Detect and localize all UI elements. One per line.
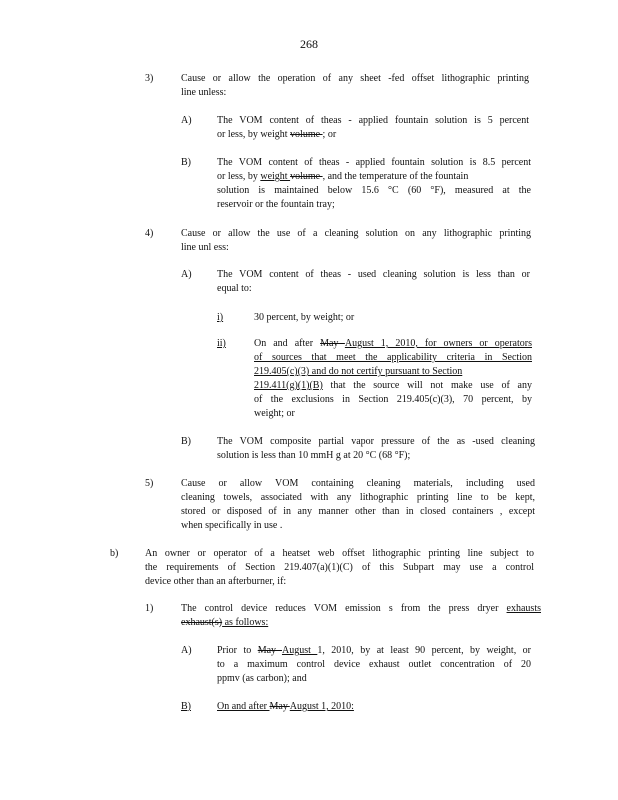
item-b1-line-1 [181, 602, 541, 616]
item-4A-line-2: equal to: [217, 283, 252, 294]
item-3A-line-2 [217, 128, 529, 142]
item-5-line-2: cleaning towels, associated with any lithographic printing line to be kept, [181, 492, 535, 503]
item-5-line-1: Cause or allow VOM containing cleaning materials, including used [181, 478, 535, 489]
deleted-text-may: May [320, 338, 345, 349]
item-4Aii-line-5: of the exclusions in Section 219.405(c)(3), 70 percent, by [254, 394, 532, 405]
inserted-text-august: August 1, 2010, for owners or operators [344, 338, 532, 349]
item-4B-line-2: solution is less than 10 mmH g at 20 °C (68 °F); [217, 450, 411, 461]
item-3A-line-2-pre: or less, by weight [217, 129, 291, 140]
item-b1-text [181, 602, 541, 630]
item-b1A-line-1 [217, 644, 531, 658]
item-b1A-text [217, 644, 531, 686]
inserted-text-august-date: August 1, 2010: [289, 701, 354, 712]
deleted-text-volume: volume [290, 129, 323, 140]
item-label-3B: B) [181, 157, 191, 168]
deleted-text-volume: volume [290, 171, 323, 182]
item-b1B-line-1 [217, 700, 417, 714]
item-label-5: 5) [145, 478, 154, 489]
item-4Aii-line-2: of sources that meet the applicability criteria in Section [254, 352, 532, 363]
item-4Aii-text [254, 337, 532, 421]
deleted-text-may: May [257, 645, 282, 656]
item-label-b1: 1) [145, 603, 154, 614]
item-b1B-text [217, 700, 417, 714]
item-3B-line-2-post: , and the temperature of the fountain [322, 171, 469, 182]
inserted-text-section-ref: 219.411(g)(1)(B) [254, 380, 323, 391]
inserted-text-exhausts: exhausts [506, 603, 541, 614]
item-4-line-2: line unl ess: [181, 242, 229, 253]
item-b-line-1: An owner or operator of a heatset web offset lithographic printing line subject to [145, 548, 534, 559]
item-3-line-2: line unless: [181, 87, 227, 98]
item-3A-line-1: The VOM content of theas - applied fountain solution is 5 percent [217, 115, 529, 126]
item-4B-line-1: The VOM composite partial vapor pressure of the as -used cleaning [217, 436, 535, 447]
item-4Aii-line-4-post: that the source will not make use of any [322, 380, 532, 391]
item-b1A-line-1-post: 1, 2010, by at least 90 percent, by weight, or [317, 645, 532, 656]
item-4Aii-line-6: weight; or [254, 408, 295, 419]
item-5-line-3: stored or disposed of in any manner other than in closed containers , except [181, 506, 535, 517]
item-4-text [181, 227, 531, 255]
page-number: 268 [300, 37, 318, 51]
item-3-text [181, 72, 529, 100]
inserted-text-weight: weight [260, 171, 291, 182]
item-3B-line-1: The VOM content of theas - applied fountain solution is 8.5 percent [217, 157, 531, 168]
item-label-b1A: A) [181, 645, 192, 656]
item-b1-line-2 [181, 616, 541, 630]
deleted-text-may: May [269, 701, 290, 712]
item-b1A-line-1-pre: Prior to [217, 645, 258, 656]
item-b1A-line-2: to a maximum control device exhaust outlet concentration of 20 [217, 659, 531, 670]
item-4B-text [217, 435, 535, 463]
inserted-text-august: August [281, 645, 318, 656]
item-label-3: 3) [145, 73, 154, 84]
item-label-4A: A) [181, 269, 192, 280]
item-label-4B: B) [181, 436, 191, 447]
item-b-text [145, 547, 534, 589]
item-3B-text [217, 156, 531, 212]
item-label-b1B: B) [181, 701, 191, 712]
item-4-line-1: Cause or allow the use of a cleaning solution on any lithographic printing [181, 228, 531, 239]
inserted-text-on-and-after: On and after [217, 701, 270, 712]
item-4Aii-line-1-pre: On and after [254, 338, 321, 349]
item-3B-line-2-pre: or less, by [217, 171, 261, 182]
item-b1A-line-3: ppmv (as carbon); and [217, 673, 307, 684]
item-4A-line-1: The VOM content of theas - used cleaning solution is less than or [217, 269, 530, 280]
inserted-text-as-follows: as follows: [222, 617, 269, 628]
item-label-4: 4) [145, 228, 154, 239]
item-3B-line-3: solution is maintained below 15.6 °C (60 °F), measured at the [217, 185, 531, 196]
item-b-line-2: the requirements of Section 219.407(a)(1)(C) of this Subpart may use a control [145, 562, 534, 573]
item-4Ai-text [254, 311, 514, 325]
item-3A-line-2-post: ; or [322, 129, 337, 140]
item-label-4Ai: i) [217, 312, 224, 323]
item-5-line-4: when specifically in use . [181, 520, 283, 531]
item-3B-line-2 [217, 170, 531, 184]
deleted-text-exhaust-s: exhaust(s) [181, 617, 223, 628]
item-label-3A: A) [181, 115, 192, 126]
item-b1-line-1-pre: The control device reduces VOM emission s from the press dryer [181, 603, 507, 614]
item-3-line-1: Cause or allow the operation of any sheet -fed offset lithographic printing [181, 73, 529, 84]
item-4A-text [217, 268, 530, 296]
item-b-line-3: device other than an afterburner, if: [145, 576, 287, 587]
item-3B-line-4: reservoir or the fountain tray; [217, 199, 335, 210]
item-5-text [181, 477, 535, 533]
item-4Ai-line-1: 30 percent, by weight; or [254, 312, 355, 323]
item-3A-text [217, 114, 529, 142]
item-4Aii-line-1 [254, 337, 532, 351]
item-label-b: b) [110, 548, 119, 559]
item-4Aii-line-3: 219.405(c)(3) and do not certify pursuant to Section [254, 366, 463, 377]
item-label-4Aii: ii) [217, 338, 226, 349]
item-4Aii-line-4 [254, 379, 532, 393]
